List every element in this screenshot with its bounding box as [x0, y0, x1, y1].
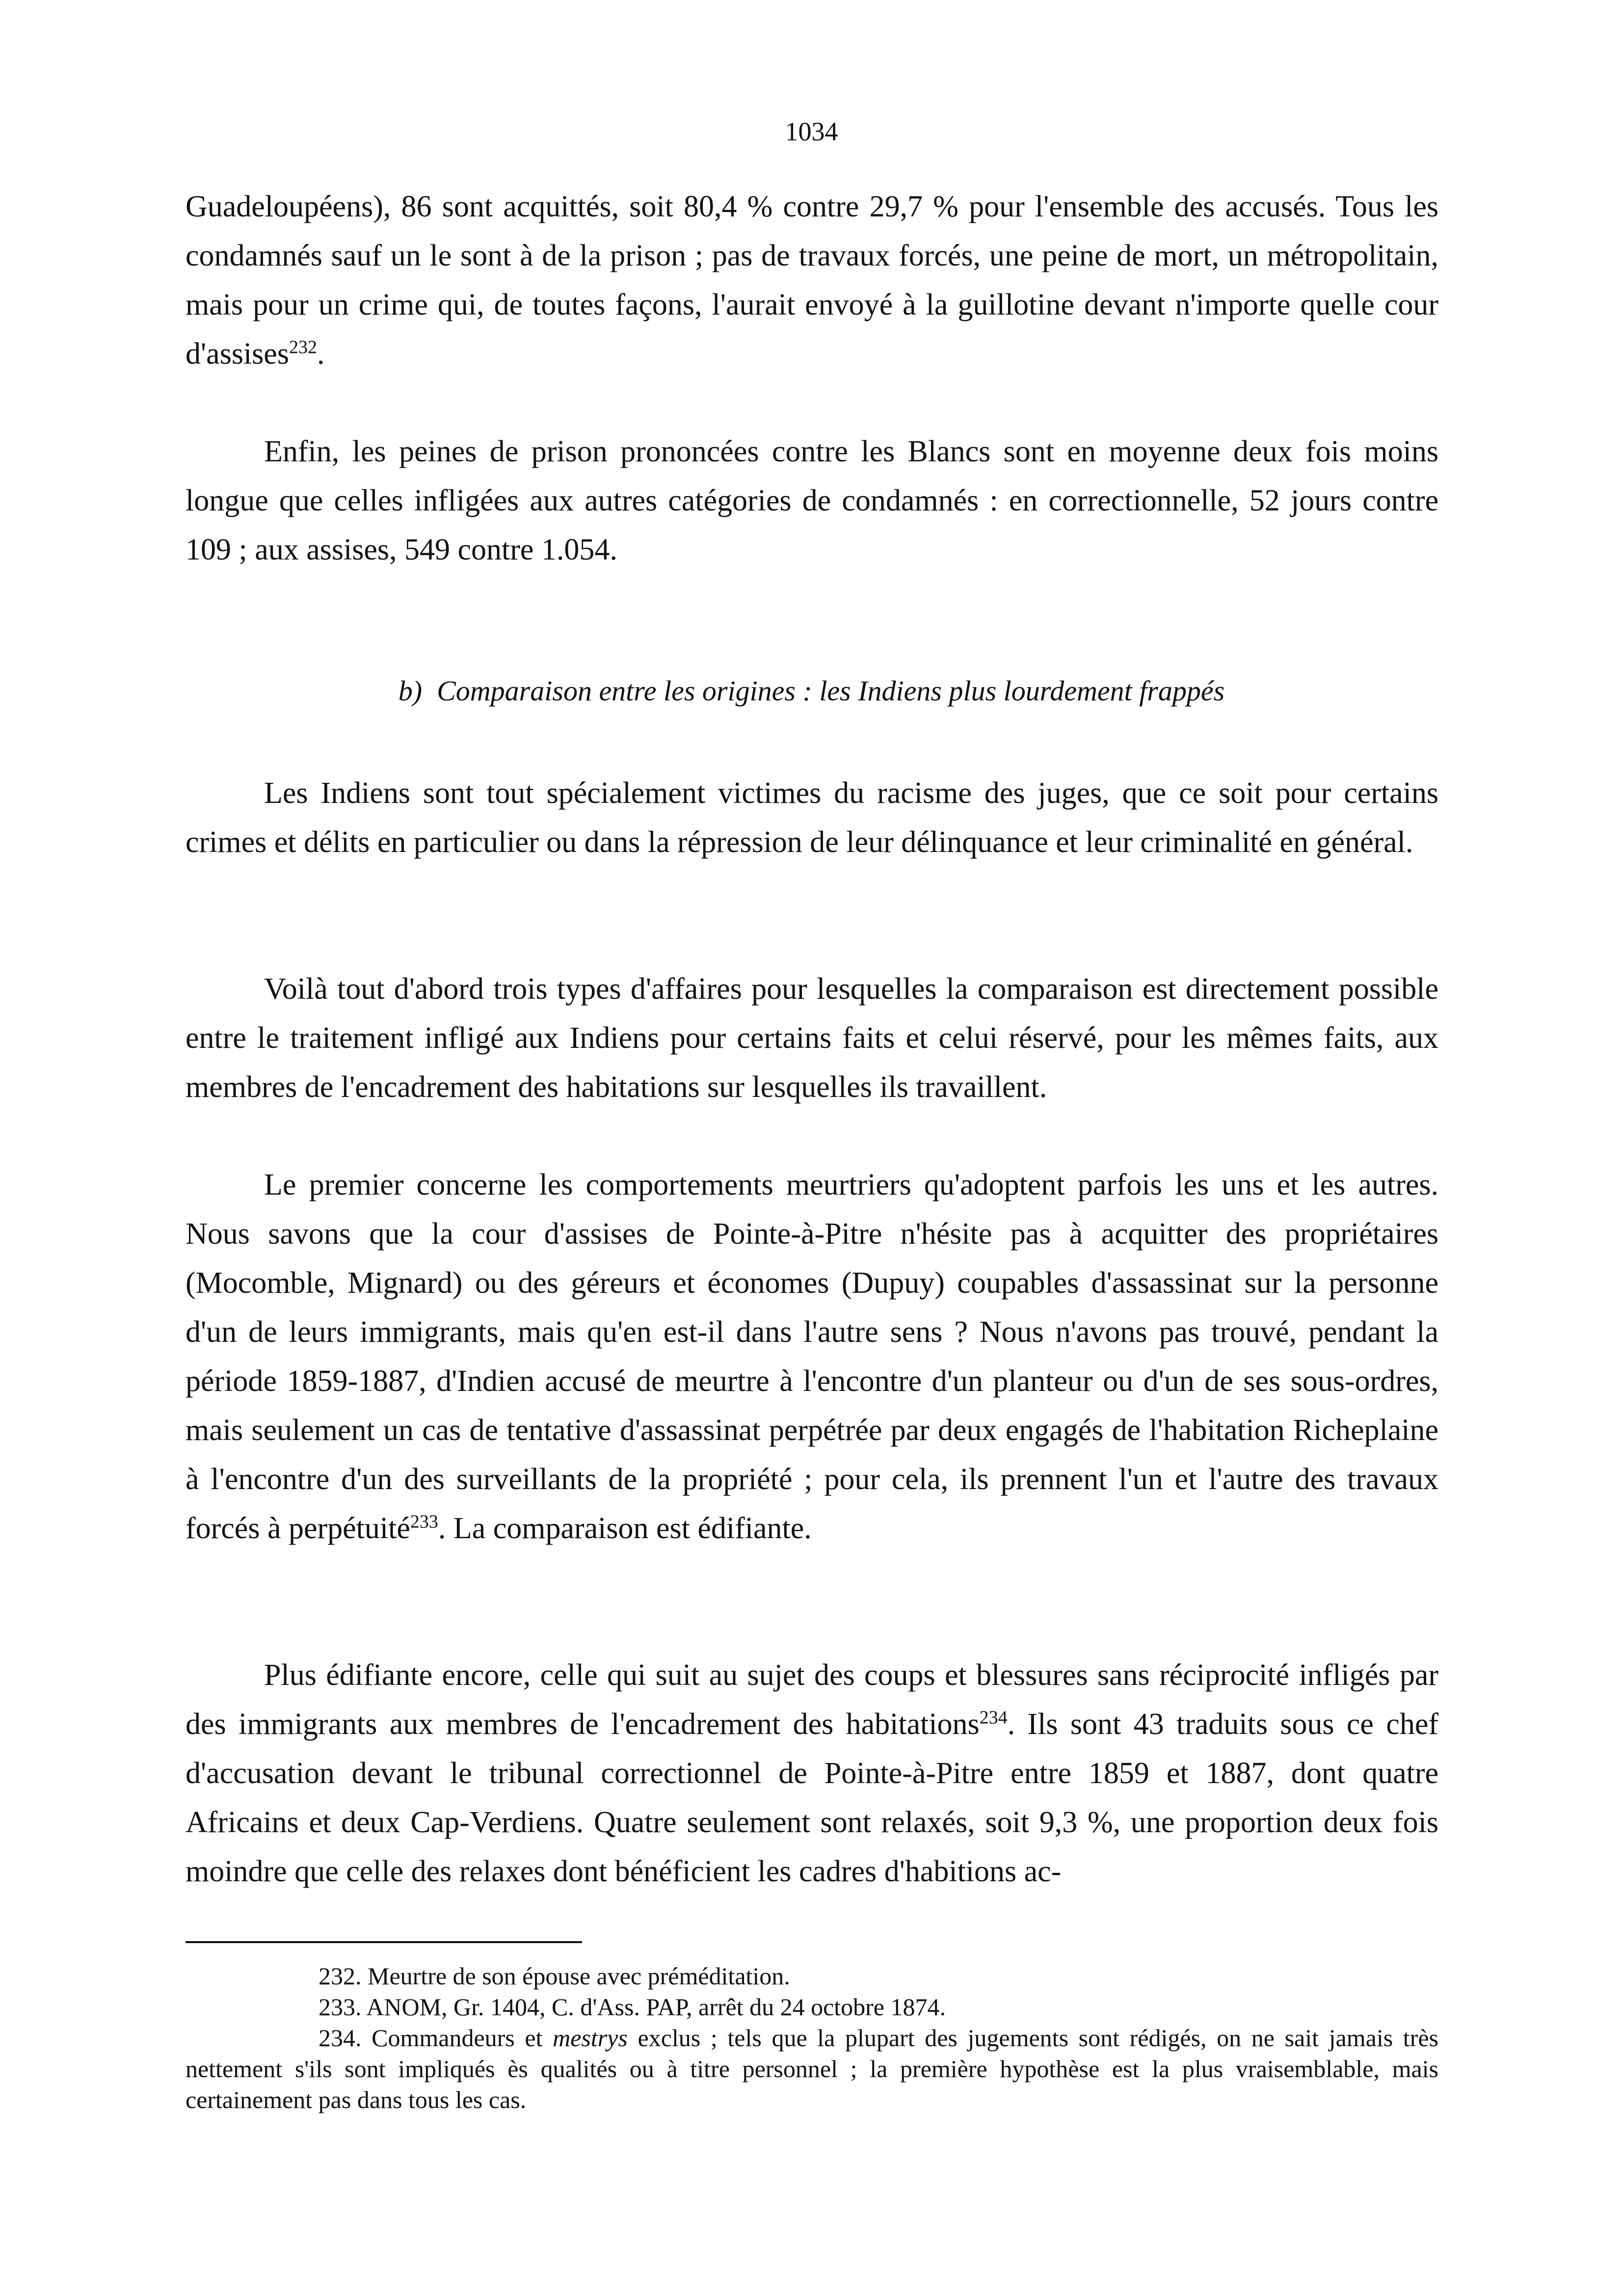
section-subheading: [0, 671, 1623, 711]
footnote-234: [186, 2023, 1438, 2115]
footnote-emphasis: mestrys: [553, 2024, 628, 2052]
paragraph-indians-victims: Les Indiens sont tout spécialement victimes du racisme des juges, que ce soit pour certains crimes et délits en particulier ou dans la répression de leur délinquance et leur criminalité en général.: [186, 776, 1438, 859]
paragraph-text: .: [317, 337, 325, 371]
footnote-divider: [186, 1941, 582, 1943]
paragraph-text: . La comparaison est édifiante.: [438, 1512, 812, 1545]
subheading-letter: b): [398, 675, 423, 707]
paragraph-blows-and-wounds: [186, 1651, 1438, 1896]
paragraph-text: Le premier concerne les comportements meurtriers qu'adoptent parfois les uns et les autres. Nous savons que la cour d'assises de Pointe-à-Pitre n'hésite pas à acquitter des propriétaires (Mocomble, Mignard) ou des géreurs et économes (Dupuy) coupables d'assassinat sur la personne d'un de leurs immigrants, mais qu'en est-il dans l'autre sens ? Nous n'avons pas trouvé, pendant la période 1859-1887, d'Indien accusé de meurtre à l'encontre d'un planteur ou d'un de ses sous-ordres, mais seulement un cas de tentative d'assassinat perpétrée par deux engagés de l'habitation Richeplaine à l'encontre d'un des surveillants de la propriété ; pour cela, ils prennent l'un et l'autre des travaux forcés à perpétuité: [186, 1168, 1438, 1545]
subheading-text: Comparaison entre les origines : les Indiens plus lourdement frappés: [437, 675, 1225, 707]
footnote-ref-233[interactable]: 233: [410, 1511, 438, 1532]
paragraph-murderous-behaviour: [186, 1160, 1438, 1553]
footnote-ref-234[interactable]: 234: [979, 1707, 1008, 1728]
paragraph-text: . Ils sont 43 traduits sous ce chef d'accusation devant le tribunal correctionnel de Pointe-à-Pitre entre 1859 et 1887, dont quatre Africains et deux Cap-Verdiens. Quatre seulement sont relaxés, soit 9,3 %, une proportion deux fois moindre que celle des relaxes dont bénéficient les cadres d'habitions ac-: [186, 1708, 1438, 1888]
footnote-233: 233. ANOM, Gr. 1404, C. d'Ass. PAP, arrêt du 24 octobre 1874.: [319, 1993, 946, 2021]
footnote-text: exclus ; tels que la plupart des jugements sont rédigés, on ne sait jamais très nettement s'ils sont impliqués ès qualités ou à titre personnel ; la première hypothèse est la plus vraisemblable, mais certainement pas dans tous les cas.: [186, 2024, 1439, 2113]
footnote-text: 234. Commandeurs et: [319, 2024, 553, 2052]
page-number: 1034: [785, 117, 838, 146]
paragraph-three-types: Voilà tout d'abord trois types d'affaires pour lesquelles la comparaison est directement possible entre le traitement infligé aux Indiens pour certains faits et celui réservé, pour les mêmes faits, aux membres de l'encadrement des habitations sur lesquelles ils travaillent.: [186, 972, 1438, 1104]
footnote-232: 232. Meurtre de son épouse avec préméditation.: [319, 1962, 790, 1990]
paragraph-acquittals: [186, 182, 1438, 378]
paragraph-text: Guadeloupéens), 86 sont acquittés, soit 80,4 % contre 29,7 % pour l'ensemble des accusés. Tous les condamnés sauf un le sont à de la prison ; pas de travaux forcés, une peine de mort, un métropolitain, mais pour un crime qui, de toutes façons, l'aurait envoyé à la guillotine devant n'importe quelle cour d'assises: [186, 190, 1438, 371]
paragraph-text: Plus édifiante encore, celle qui suit au sujet des coups et blessures sans réciprocité infligés par des immigrants aux membres de l'encadrement des habitations: [186, 1658, 1438, 1741]
paragraph-prison-sentences: Enfin, les peines de prison prononcées contre les Blancs sont en moyenne deux fois moins longue que celles infligées aux autres catégories de condamnés : en correctionnelle, 52 jours contre 109 ; aux assises, 549 contre 1.054.: [186, 435, 1438, 566]
footnote-ref-232[interactable]: 232: [289, 337, 317, 358]
